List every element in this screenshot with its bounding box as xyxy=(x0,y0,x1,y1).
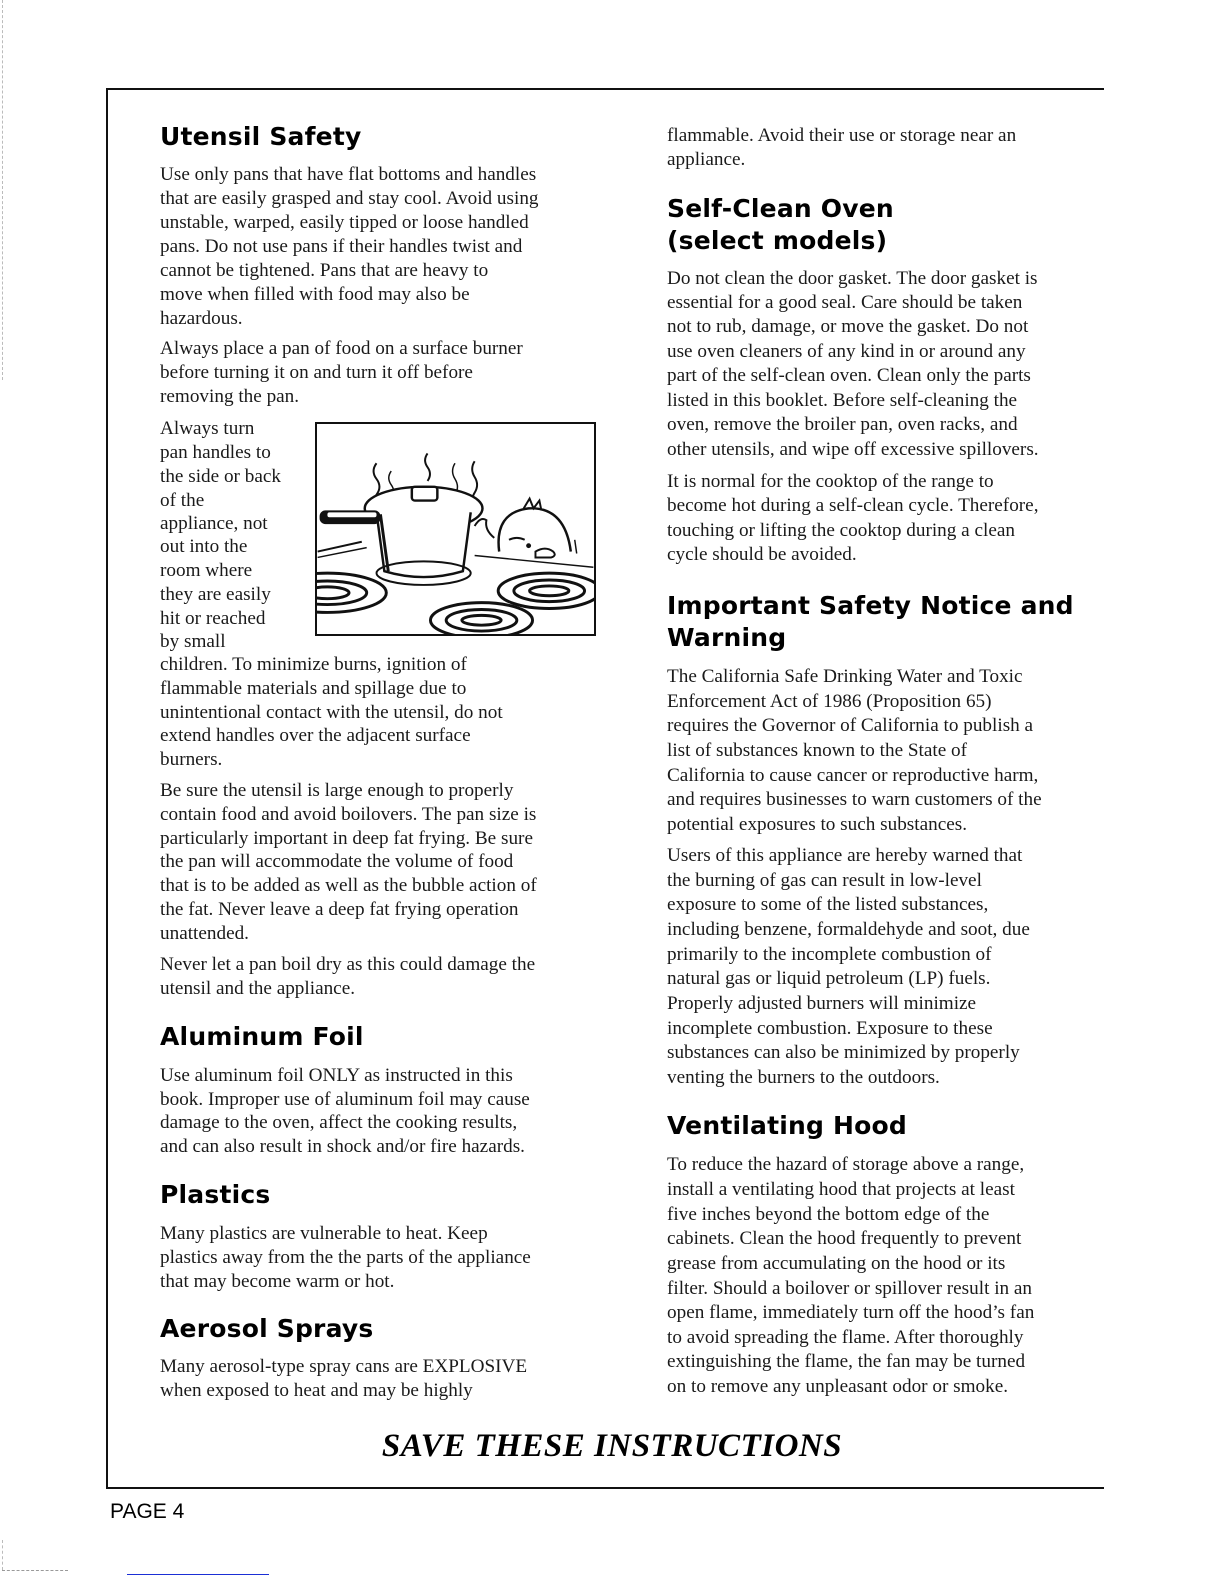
scan-link-underline xyxy=(127,1574,269,1575)
text-line: of the xyxy=(160,490,205,511)
text-line: five inches beyond the bottom edge of the xyxy=(667,1204,990,1225)
text-line: hazardous. xyxy=(160,308,243,329)
text-line: Never let a pan boil dry as this could damage the xyxy=(160,954,536,975)
text-line: move when filled with food may also be xyxy=(160,284,470,305)
scan-edge-mark xyxy=(2,0,4,380)
text-line: list of substances known to the State of xyxy=(667,740,968,761)
text-line: and requires businesses to warn customers of the xyxy=(667,789,1042,810)
text-line: by small xyxy=(160,631,226,652)
scan-edge-mark xyxy=(2,1540,4,1570)
section-heading-plastics: Plastics xyxy=(160,1180,271,1209)
text-line: before turning it on and turn it off before xyxy=(160,362,473,383)
text-line: venting the burners to the outdoors. xyxy=(667,1067,940,1088)
text-line: part of the self-clean oven. Clean only the parts xyxy=(667,365,1031,386)
text-line: Do not clean the door gasket. The door gasket is xyxy=(667,268,1038,289)
text-line: Many aerosol-type spray cans are EXPLOSIVE xyxy=(160,1356,528,1377)
text-line: listed in this booklet. Before self-cleaning the xyxy=(667,390,1018,411)
text-line: including benzene, formaldehyde and soot, due xyxy=(667,919,1030,940)
frame-bottom-rule xyxy=(106,1487,1104,1489)
text-line: and can also result in shock and/or fire hazards. xyxy=(160,1136,525,1157)
text-line: hit or reached xyxy=(160,608,266,629)
page-number: PAGE 4 xyxy=(110,1500,185,1523)
text-line: plastics away from the the parts of the appliance xyxy=(160,1247,531,1268)
text-line: damage to the oven, affect the cooking results, xyxy=(160,1112,518,1133)
text-line: requires the Governor of California to publish a xyxy=(667,715,1034,736)
text-line: burners. xyxy=(160,749,223,770)
scan-edge-mark xyxy=(2,1570,68,1572)
text-line: cycle should be avoided. xyxy=(667,544,857,565)
pot-on-stove-child-icon xyxy=(317,424,594,634)
text-line: open flame, immediately turn off the hood’s fan xyxy=(667,1302,1035,1323)
text-line: Always place a pan of food on a surface burner xyxy=(160,338,523,359)
section-heading-self-clean-oven: Self-Clean Oven xyxy=(667,194,894,223)
section-heading-aluminum-foil: Aluminum Foil xyxy=(160,1022,364,1051)
text-line: flammable materials and spillage due to xyxy=(160,678,467,699)
text-line: on to remove any unpleasant odor or smoke. xyxy=(667,1376,1009,1397)
text-line: unattended. xyxy=(160,923,249,944)
text-line: oven, remove the broiler pan, oven racks, and xyxy=(667,414,1018,435)
text-line: that may become warm or hot. xyxy=(160,1271,395,1292)
text-line: cabinets. Clean the hood frequently to prevent xyxy=(667,1228,1022,1249)
text-line: the fat. Never leave a deep fat frying operation xyxy=(160,899,519,920)
section-heading-safety-notice-sub: Warning xyxy=(667,623,787,652)
text-line: flammable. Avoid their use or storage near an xyxy=(667,125,1017,146)
text-line: the burning of gas can result in low-level xyxy=(667,870,982,891)
text-line: not to rub, damage, or move the gasket. Do not xyxy=(667,316,1029,337)
text-line: It is normal for the cooktop of the range to xyxy=(667,471,994,492)
section-heading-utensil-safety: Utensil Safety xyxy=(160,122,362,151)
text-line: to avoid spreading the flame. After thoroughly xyxy=(667,1327,1024,1348)
text-line: pans. Do not use pans if their handles twist and xyxy=(160,236,523,257)
text-line: exposure to some of the listed substances, xyxy=(667,894,989,915)
text-line: pan handles to xyxy=(160,442,271,463)
text-line: Properly adjusted burners will minimize xyxy=(667,993,977,1014)
text-line: that are easily grasped and stay cool. Avoid using xyxy=(160,188,539,209)
text-line: potential exposures to such substances. xyxy=(667,814,968,835)
text-line: Users of this appliance are hereby warned that xyxy=(667,845,1023,866)
text-line: extend handles over the adjacent surface xyxy=(160,725,471,746)
frame-top-rule xyxy=(106,88,1104,90)
pot-on-stove-illustration xyxy=(315,422,596,636)
text-line: filter. Should a boilover or spillover result in an xyxy=(667,1278,1033,1299)
text-line: natural gas or liquid petroleum (LP) fuels. xyxy=(667,968,991,989)
text-line: utensil and the appliance. xyxy=(160,978,356,999)
text-line: The California Safe Drinking Water and Toxic xyxy=(667,666,1023,687)
text-line: removing the pan. xyxy=(160,386,300,407)
text-line: grease from accumulating on the hood or its xyxy=(667,1253,1006,1274)
text-line: use oven cleaners of any kind in or around any xyxy=(667,341,1026,362)
text-line: Enforcement Act of 1986 (Proposition 65) xyxy=(667,691,992,712)
text-line: become hot during a self-clean cycle. Therefore, xyxy=(667,495,1039,516)
text-line: children. To minimize burns, ignition of xyxy=(160,654,467,675)
section-heading-self-clean-oven-sub: (select models) xyxy=(667,226,888,255)
text-line: out into the xyxy=(160,536,248,557)
text-line: extinguishing the flame, the fan may be turned xyxy=(667,1351,1026,1372)
text-line: primarily to the incomplete combustion of xyxy=(667,944,992,965)
text-line: Use only pans that have flat bottoms and handles xyxy=(160,164,537,185)
section-heading-aerosol-sprays: Aerosol Sprays xyxy=(160,1314,374,1343)
save-instructions-banner: SAVE THESE INSTRUCTIONS xyxy=(381,1428,843,1464)
text-line: the side or back xyxy=(160,466,281,487)
section-heading-safety-notice: Important Safety Notice and xyxy=(667,591,1074,620)
section-heading-ventilating-hood: Ventilating Hood xyxy=(667,1111,907,1140)
text-line: unstable, warped, easily tipped or loose handled xyxy=(160,212,529,233)
text-line: install a ventilating hood that projects at least xyxy=(667,1179,1015,1200)
text-line: book. Improper use of aluminum foil may cause xyxy=(160,1089,530,1110)
text-line: contain food and avoid boilovers. The pan size is xyxy=(160,804,537,825)
text-line: room where xyxy=(160,560,253,581)
frame-left-rule xyxy=(106,88,108,1488)
text-line: the pan will accommodate the volume of food xyxy=(160,851,514,872)
text-line: unintentional contact with the utensil, do not xyxy=(160,702,503,723)
text-line: when exposed to heat and may be highly xyxy=(160,1380,473,1401)
text-line: California to cause cancer or reproductive harm, xyxy=(667,765,1039,786)
text-line: Many plastics are vulnerable to heat. Keep xyxy=(160,1223,488,1244)
text-line: incomplete combustion. Exposure to these xyxy=(667,1018,993,1039)
text-line: appliance, not xyxy=(160,513,268,534)
text-line: particularly important in deep fat frying. Be sure xyxy=(160,828,533,849)
text-line: Use aluminum foil ONLY as instructed in this xyxy=(160,1065,513,1086)
text-line: Always turn xyxy=(160,418,255,439)
text-line: that is to be added as well as the bubble action of xyxy=(160,875,537,896)
text-line: To reduce the hazard of storage above a range, xyxy=(667,1154,1025,1175)
text-line: they are easily xyxy=(160,584,271,605)
text-line: Be sure the utensil is large enough to properly xyxy=(160,780,514,801)
text-line: other utensils, and wipe off excessive spillovers. xyxy=(667,439,1039,460)
text-line: touching or lifting the cooktop during a clean xyxy=(667,520,1015,541)
text-line: appliance. xyxy=(667,149,746,170)
text-line: cannot be tightened. Pans that are heavy to xyxy=(160,260,489,281)
text-line: essential for a good seal. Care should be taken xyxy=(667,292,1023,313)
text-line: substances can also be minimized by properly xyxy=(667,1042,1020,1063)
